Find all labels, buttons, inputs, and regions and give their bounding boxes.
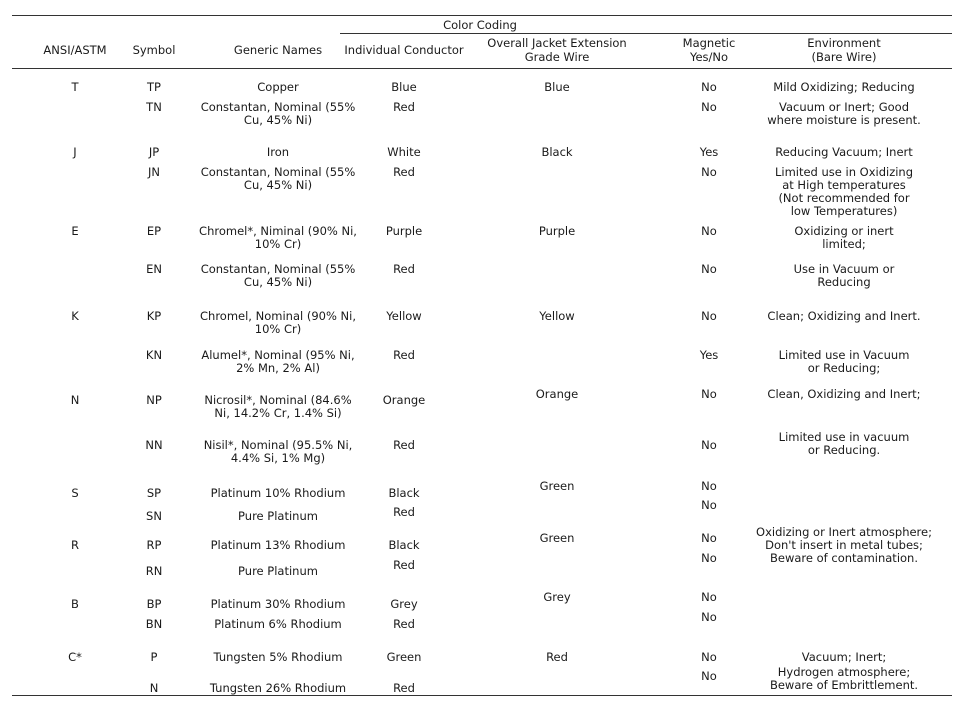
magnetic-cell: No	[701, 498, 717, 512]
jacket-color-cell: Grey	[543, 590, 571, 604]
symbol-header: Symbol	[132, 43, 176, 57]
generic-name-cell: 10% Cr)	[254, 322, 302, 336]
symbol-cell: RP	[146, 538, 162, 552]
individual-conductor-cell: Black	[388, 486, 420, 500]
generic-name-cell: Chromel, Nominal (90% Ni,	[200, 309, 356, 323]
individual-conductor-cell: Red	[393, 100, 415, 114]
ansi-astm-cell: K	[71, 309, 79, 323]
ansi-astm-cell: B	[71, 597, 79, 611]
jacket-header-line1: Overall Jacket Extension	[487, 36, 627, 50]
environment-cell: Clean; Oxidizing and Inert.	[767, 309, 921, 323]
generic-name-cell: Pure Platinum	[238, 564, 318, 578]
ansi-astm-header: ANSI/ASTM	[43, 43, 107, 57]
individual-conductor-cell: Red	[393, 438, 415, 452]
generic-name-cell: Constantan, Nominal (55%	[200, 262, 356, 276]
generic-name-cell: Chromel*, Niminal (90% Ni,	[199, 224, 357, 238]
generic-name-cell: Platinum 13% Rhodium	[210, 538, 346, 552]
symbol-cell: JP	[148, 145, 160, 159]
generic-name-cell: 10% Cr)	[254, 237, 302, 251]
symbol-cell: SP	[146, 486, 162, 500]
environment-cell: Hydrogen atmosphere;	[777, 665, 911, 679]
ansi-astm-cell: R	[71, 538, 79, 552]
header-rule	[12, 68, 952, 69]
magnetic-cell: No	[701, 438, 717, 452]
generic-name-cell: Cu, 45% Ni)	[243, 275, 313, 289]
magnetic-cell: No	[701, 531, 717, 545]
bottom-rule	[12, 695, 952, 696]
individual-conductor-cell: Grey	[390, 597, 418, 611]
individual-conductor-cell: Blue	[391, 80, 417, 94]
environment-cell: Reducing Vacuum; Inert	[775, 145, 913, 159]
symbol-cell: BP	[146, 597, 162, 611]
symbol-cell: SN	[146, 509, 162, 523]
individual-conductor-cell: Purple	[385, 224, 423, 238]
magnetic-cell: Yes	[699, 348, 719, 362]
environment-cell: Limited use in Oxidizing	[774, 165, 914, 179]
generic-name-cell: Platinum 30% Rhodium	[210, 597, 346, 611]
environment-cell: low Temperatures)	[790, 204, 898, 218]
generic-names-header: Generic Names	[233, 43, 323, 57]
symbol-cell: EP	[146, 224, 162, 238]
ansi-astm-cell: J	[73, 145, 77, 159]
jacket-color-cell: Yellow	[539, 309, 575, 323]
individual-conductor-header: Individual Conductor	[344, 43, 464, 57]
symbol-cell: BN	[145, 617, 163, 631]
symbol-cell: EN	[146, 262, 162, 276]
generic-name-cell: Tungsten 5% Rhodium	[213, 650, 343, 664]
generic-name-cell: Nisil*, Nominal (95.5% Ni,	[203, 438, 353, 452]
magnetic-cell: No	[701, 224, 717, 238]
magnetic-cell: No	[701, 387, 717, 401]
individual-conductor-cell: Red	[393, 617, 415, 631]
individual-conductor-cell: Red	[393, 262, 415, 276]
environment-cell: (Not recommended for	[778, 191, 910, 205]
individual-conductor-cell: Red	[393, 165, 415, 179]
environment-cell: Limited use in Vacuum	[778, 348, 910, 362]
magnetic-cell: No	[701, 262, 717, 276]
symbol-cell: N	[149, 681, 159, 695]
symbol-cell: RN	[145, 564, 163, 578]
jacket-color-cell: Green	[539, 531, 575, 545]
generic-name-cell: Constantan, Nominal (55%	[200, 100, 356, 114]
jacket-color-cell: Green	[539, 479, 575, 493]
environment-cell: Oxidizing or Inert atmosphere;	[756, 525, 932, 539]
individual-conductor-cell: Red	[393, 348, 415, 362]
environment-header-line1: Environment	[807, 36, 881, 50]
individual-conductor-cell: Orange	[382, 393, 426, 407]
generic-name-cell: Constantan, Nominal (55%	[200, 165, 356, 179]
generic-name-cell: Iron	[266, 145, 290, 159]
ansi-astm-cell: T	[71, 80, 79, 94]
environment-cell: Use in Vacuum or	[793, 262, 895, 276]
magnetic-cell: No	[701, 80, 717, 94]
individual-conductor-cell: Black	[388, 538, 420, 552]
environment-cell: Limited use in vacuum	[778, 430, 910, 444]
symbol-cell: TN	[146, 100, 162, 114]
individual-conductor-cell: White	[387, 145, 421, 159]
generic-name-cell: Tungsten 26% Rhodium	[209, 681, 347, 695]
symbol-cell: KN	[145, 348, 163, 362]
ansi-astm-cell: N	[70, 393, 80, 407]
magnetic-cell: No	[701, 590, 717, 604]
symbol-cell: TP	[147, 80, 161, 94]
environment-cell: or Reducing;	[807, 361, 881, 375]
generic-name-cell: 2% Mn, 2% Al)	[236, 361, 320, 375]
jacket-color-cell: Black	[541, 145, 573, 159]
individual-conductor-cell: Green	[386, 650, 422, 664]
symbol-cell: NP	[146, 393, 162, 407]
environment-cell: Oxidizing or inert	[794, 224, 894, 238]
ansi-astm-cell: C*	[68, 650, 82, 664]
color-coding-rule	[340, 33, 952, 34]
environment-cell: at High temperatures	[782, 178, 906, 192]
magnetic-cell: No	[701, 551, 717, 565]
magnetic-cell: No	[701, 610, 717, 624]
jacket-header-line2: Grade Wire	[524, 50, 590, 64]
generic-name-cell: Pure Platinum	[238, 509, 318, 523]
magnetic-cell: Yes	[699, 145, 719, 159]
color-coding-header: Color Coding	[443, 18, 517, 32]
environment-cell: Mild Oxidizing; Reducing	[773, 80, 915, 94]
generic-name-cell: Cu, 45% Ni)	[243, 178, 313, 192]
generic-name-cell: Platinum 10% Rhodium	[210, 486, 346, 500]
environment-cell: Clean, Oxidizing and Inert;	[767, 387, 921, 401]
symbol-cell: JN	[148, 165, 160, 179]
magnetic-cell: No	[701, 650, 717, 664]
generic-name-cell: Copper	[257, 80, 299, 94]
environment-cell: where moisture is present.	[767, 113, 921, 127]
individual-conductor-cell: Red	[393, 681, 415, 695]
environment-cell: limited;	[822, 237, 866, 251]
environment-cell: or Reducing.	[807, 443, 881, 457]
magnetic-cell: No	[701, 669, 717, 683]
generic-name-cell: Alumel*, Nominal (95% Ni,	[201, 348, 355, 362]
ansi-astm-cell: S	[71, 486, 79, 500]
ansi-astm-cell: E	[71, 224, 79, 238]
magnetic-cell: No	[701, 100, 717, 114]
environment-header-line2: (Bare Wire)	[811, 50, 877, 64]
individual-conductor-cell: Yellow	[386, 309, 422, 323]
environment-cell: Vacuum; Inert;	[801, 650, 887, 664]
environment-cell: Don't insert in metal tubes;	[765, 538, 923, 552]
symbol-cell: NN	[145, 438, 163, 452]
individual-conductor-cell: Red	[393, 505, 415, 519]
magnetic-header-line2: Yes/No	[689, 50, 729, 64]
magnetic-cell: No	[701, 309, 717, 323]
environment-cell: Reducing	[817, 275, 871, 289]
top-rule	[12, 15, 952, 16]
jacket-color-cell: Orange	[535, 387, 579, 401]
individual-conductor-cell: Red	[393, 558, 415, 572]
generic-name-cell: Cu, 45% Ni)	[243, 113, 313, 127]
magnetic-header-line1: Magnetic	[682, 36, 736, 50]
symbol-cell: KP	[146, 309, 162, 323]
generic-name-cell: 4.4% Si, 1% Mg)	[230, 451, 326, 465]
jacket-color-cell: Red	[546, 650, 568, 664]
generic-name-cell: Nicrosil*, Nominal (84.6%	[204, 393, 352, 407]
environment-cell: Vacuum or Inert; Good	[778, 100, 910, 114]
generic-name-cell: Ni, 14.2% Cr, 1.4% Si)	[214, 406, 342, 420]
jacket-color-cell: Blue	[544, 80, 570, 94]
jacket-color-cell: Purple	[538, 224, 576, 238]
environment-cell: Beware of contamination.	[770, 551, 918, 565]
magnetic-cell: No	[701, 479, 717, 493]
environment-cell: Beware of Embrittlement.	[769, 678, 919, 692]
magnetic-cell: No	[701, 165, 717, 179]
generic-name-cell: Platinum 6% Rhodium	[214, 617, 342, 631]
symbol-cell: P	[150, 650, 158, 664]
